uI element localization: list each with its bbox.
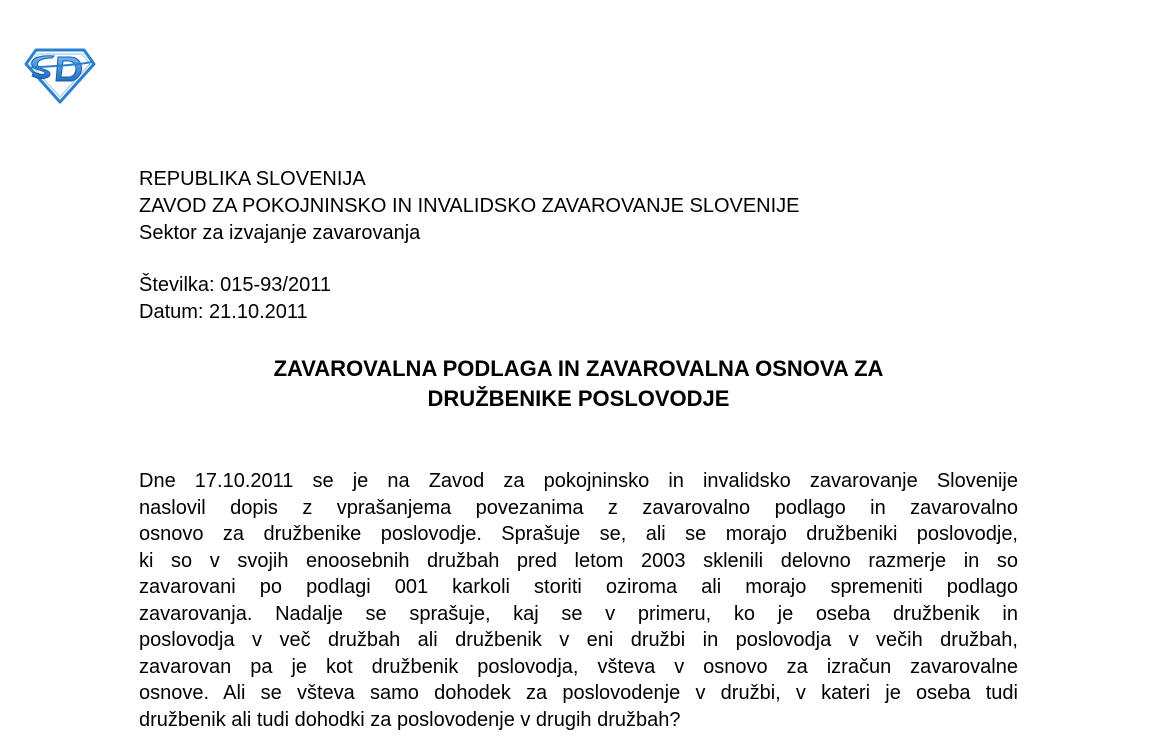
body-line: zavarovan pa je kot družbenik poslovodja, všteva v osnovo za izračun zavarovalne	[139, 655, 1018, 678]
header-block	[139, 166, 800, 247]
body-line: osnovo za družbenike poslovodje. Sprašuje se, ali se morajo družbeniki poslovodje,	[139, 523, 1018, 545]
document-number: Številka: 015-93/2011	[139, 274, 331, 296]
document-title	[139, 354, 1018, 414]
title-line-1: ZAVAROVALNA PODLAGA IN ZAVAROVALNA OSNOVA ZA	[273, 356, 884, 381]
header-institute: ZAVOD ZA POKOJNINSKO IN INVALIDSKO ZAVAROVANJE SLOVENIJE	[139, 195, 800, 217]
header-sector: Sektor za izvajanje zavarovanja	[139, 222, 421, 244]
body-line: zavarovanja. Nadalje se sprašuje, kaj se v primeru, ko je oseba družbenik in	[139, 602, 1018, 625]
header-republic: REPUBLIKA SLOVENIJA	[139, 168, 366, 190]
title-line-2: DRUŽBENIKE POSLOVODJE	[427, 386, 730, 411]
body-line: osnove. Ali se všteva samo dohodek za poslovodenje v družbi, v kateri je oseba tudi	[139, 682, 1018, 704]
document-date: Datum: 21.10.2011	[139, 301, 308, 323]
body-line: poslovodja v več družbah ali družbenik v eni družbi in poslovodja v večih družbah,	[139, 629, 1018, 651]
body-line: Dne 17.10.2011 se je na Zavod za pokojninsko in invalidsko zavarovanje Slovenije	[139, 470, 1018, 492]
body-line: naslovil dopis z vprašanjema povezanima z zavarovalno podlago in zavarovalno	[139, 496, 1018, 519]
zpiz-shield-logo-icon	[22, 46, 98, 104]
body-paragraph	[139, 468, 1018, 733]
body-line: zavarovani po podlagi 001 karkoli storiti oziroma ali morajo spremeniti podlago	[139, 576, 1018, 598]
body-line: ki so v svojih enoosebnih družbah pred letom 2003 sklenili delovno razmerje in so	[139, 549, 1018, 572]
body-line: družbenik ali tudi dohodki za poslovodenje v drugih družbah?	[139, 708, 681, 731]
document-meta	[139, 272, 331, 326]
